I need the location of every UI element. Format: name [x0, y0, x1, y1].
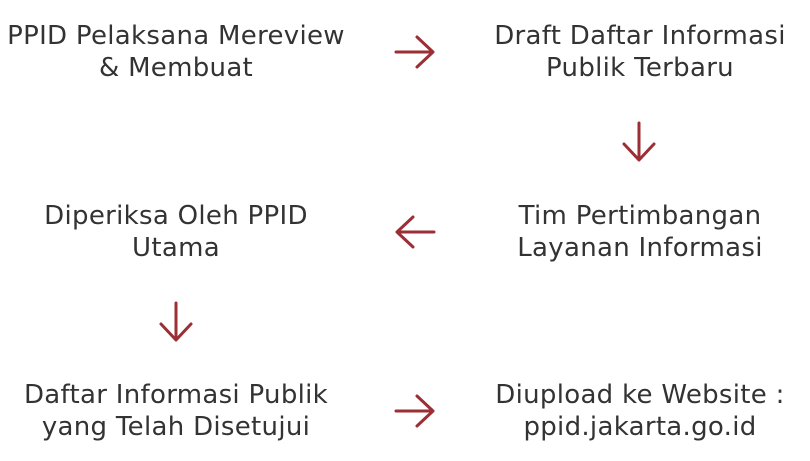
step-5-approved-list	[0, 379, 352, 443]
step-6-uploaded-website	[470, 379, 810, 443]
step-2-line-2: Publik Terbaru	[546, 53, 734, 83]
step-3-line-1: Tim Pertimbangan	[518, 201, 762, 231]
arrow-down-icon	[157, 300, 195, 344]
step-1-review	[0, 20, 352, 84]
arrow-left-icon	[393, 214, 437, 250]
step-1-line-1: PPID Pelaksana Mereview	[7, 21, 345, 51]
step-3-line-2: Layanan Informasi	[517, 233, 763, 263]
step-6-line-2: ppid.jakarta.go.id	[523, 412, 757, 442]
step-5-line-2: yang Telah Disetujui	[41, 412, 311, 442]
step-2-line-1: Draft Daftar Informasi	[494, 21, 786, 51]
arrow-right-icon	[393, 34, 437, 70]
step-2-draft	[470, 20, 810, 84]
step-5-line-1: Daftar Informasi Publik	[23, 380, 329, 410]
step-4-line-1: Diperiksa Oleh PPID	[44, 201, 308, 231]
step-3-committee	[470, 200, 810, 264]
step-1-line-2: & Membuat	[98, 53, 254, 83]
step-4-line-2: Utama	[132, 233, 220, 263]
step-6-line-1: Diupload ke Website :	[495, 380, 785, 410]
step-4-checked-by-ppid	[0, 200, 352, 264]
arrow-down-icon	[620, 120, 658, 164]
arrow-right-icon	[393, 393, 437, 429]
